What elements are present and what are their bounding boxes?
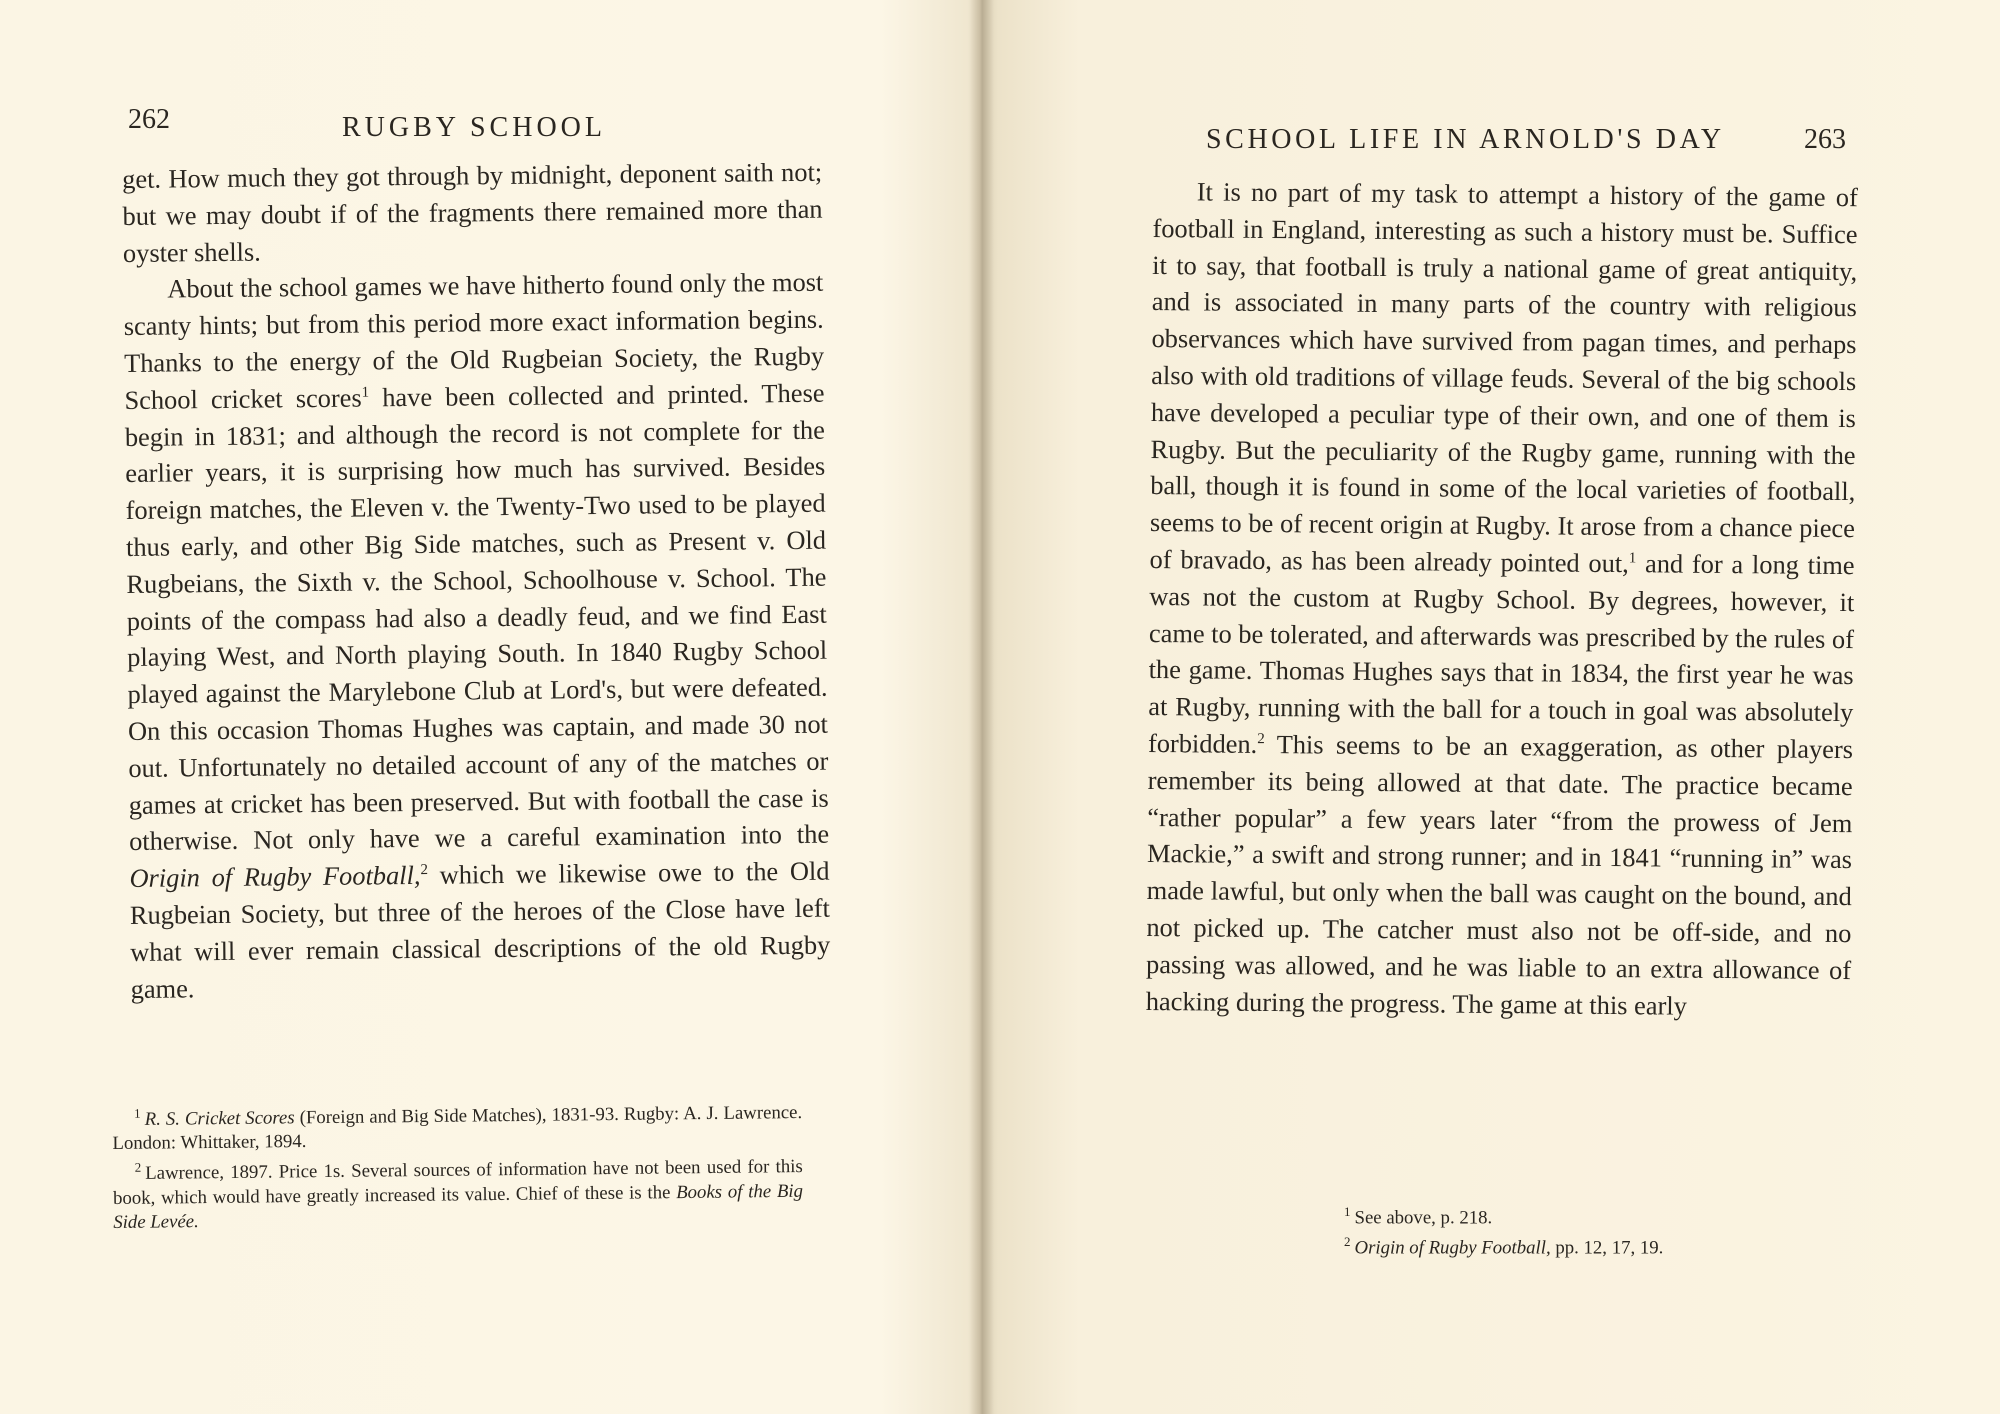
right-footnote-2-mark: 2 — [1344, 1234, 1351, 1250]
right-footnote-2 — [1322, 1230, 1842, 1260]
right-page-number: 263 — [1804, 124, 1846, 155]
left-footnote-1-italic: R. S. Cricket Scores — [144, 1107, 295, 1130]
left-page — [0, 0, 980, 1414]
footnote-ref-2: 2 — [1257, 731, 1265, 748]
left-page-body — [122, 154, 831, 1008]
left-paragraph-2-text-a: About the school games we have hitherto found only the most scanty hints; but from this period more exact information begins. Thanks to the energy of the Old Rugbeian Society, the Rugby School cricket scores — [123, 267, 825, 415]
footnote-ref-1: 1 — [361, 384, 370, 401]
right-footnote-1-mark: 1 — [1344, 1204, 1351, 1219]
right-paragraph-1 — [1146, 173, 1858, 1025]
right-footnote-2-italic: Origin of Rugby Football, — [1354, 1237, 1551, 1259]
right-paragraph-text-a: It is no part of my task to attempt a history of the game of football in England, interesting as such a history must be. Suffice it to say, that football is truly a national game of great antiquity, and is associated in many parts of the country with religious observances which have survived from pagan times, and perhaps also with old traditions of village feuds. Several of the big schools have developed a peculiar type of their own, and one of them is Rugby. But the peculiarity of the Rugby game, running with the ball, though it is found in some of the local varieties of football, seems to be of recent origin at Rugby. It arose from a chance piece of bravado, as has been already pointed out, — [1149, 176, 1858, 579]
left-paragraph-2-text-b: have been collected and printed. These begin in 1831; and although the record is not complete for the earlier years, it is surprising how much has survived. Besides foreign matches, the Eleven v. the Twenty-Two used to be played thus early, and other Big Side matches, such as Present v. Old Rugbeians, the Sixth v. the School, Schoolhouse v. School. The points of the compass had also a deadly feud, and we find East playing West, and North playing South. In 1840 Rugby School played against the Marylebone Club at Lord's, but were defeated. On this occasion Thomas Hughes was captain, and made 30 not out. Unfortunately no detailed account of any of the matches or games at cricket has been preserved. But with football the case is otherwise. Not only have we a careful examination into the — [124, 377, 830, 857]
left-footnote-1-text: (Foreign and Big Side Matches), 1831-93. Rugby: A. J. Lawrence. London: Whittaker, 1894. — [112, 1102, 803, 1155]
left-footnote-2 — [113, 1149, 804, 1234]
right-footnotes — [1322, 1200, 1842, 1261]
left-footnote-2-italic: Books of the Big Side Levée. — [113, 1180, 804, 1233]
footnote-ref-1: 1 — [1628, 550, 1637, 567]
left-page-number: 262 — [128, 104, 170, 135]
left-footnotes — [112, 1095, 803, 1235]
right-paragraph-text-b: and for a long time was not the custom at Rugby School. By degrees, however, it came to be tolerated, and afterwards was prescribed by the rules of the game. Thomas Hughes says that in 1834, the first year he was at Rugby, running with the ball for a touch in goal was absolutely forbidden. — [1147, 548, 1855, 759]
right-running-head: SCHOOL LIFE IN ARNOLD'S DAY — [1206, 124, 1725, 155]
footnote-ref-2: 2 — [420, 862, 428, 879]
left-paragraph-1 — [122, 154, 823, 272]
right-page — [1000, 0, 2000, 1414]
left-running-head: RUGBY SCHOOL — [342, 112, 606, 143]
right-footnote-1-text: See above, p. 218. — [1354, 1207, 1493, 1229]
left-footnote-2-text: Lawrence, 1897. Price 1s. Several sources of information have not been used for this book, which would have greatly increased its value. Chief of these is the — [112, 1156, 803, 1209]
left-paragraph-1-text: get. How much they got through by midnight, deponent saith not; but we may doubt if of the fragments there remained more than oyster shells. — [122, 156, 823, 268]
right-page-body — [1146, 173, 1858, 1025]
left-footnote-2-mark: 2 — [134, 1159, 142, 1176]
right-footnote-1 — [1322, 1200, 1842, 1230]
left-paragraph-2-italic-title: Origin of Rugby Football, — [129, 860, 421, 894]
right-footnote-2-text: pp. 12, 17, 19. — [1550, 1237, 1664, 1259]
left-footnote-1-mark: 1 — [134, 1105, 141, 1121]
left-paragraph-2-text-c: which we likewise owe to the Old Rugbeian Society, but three of the heroes of the Close have left what will ever remain classical descriptions of the old Rugby game. — [129, 855, 831, 1004]
left-footnote-1 — [112, 1095, 803, 1156]
left-paragraph-2 — [123, 264, 831, 1007]
right-paragraph-text-c: This seems to be an exaggeration, as other players remember its being allowed at that date. The practice became “rather popular” a few years later “from the prowess of Jem Mackie,” a swift and strong runner; and in 1841 “running in” was made lawful, but only when the ball was caught on the bound, and not picked up. The catcher must also not be off-side, and no passing was allowed, and he was liable to an extra allowance of hacking during the progress. The game at this early — [1145, 728, 1854, 1021]
